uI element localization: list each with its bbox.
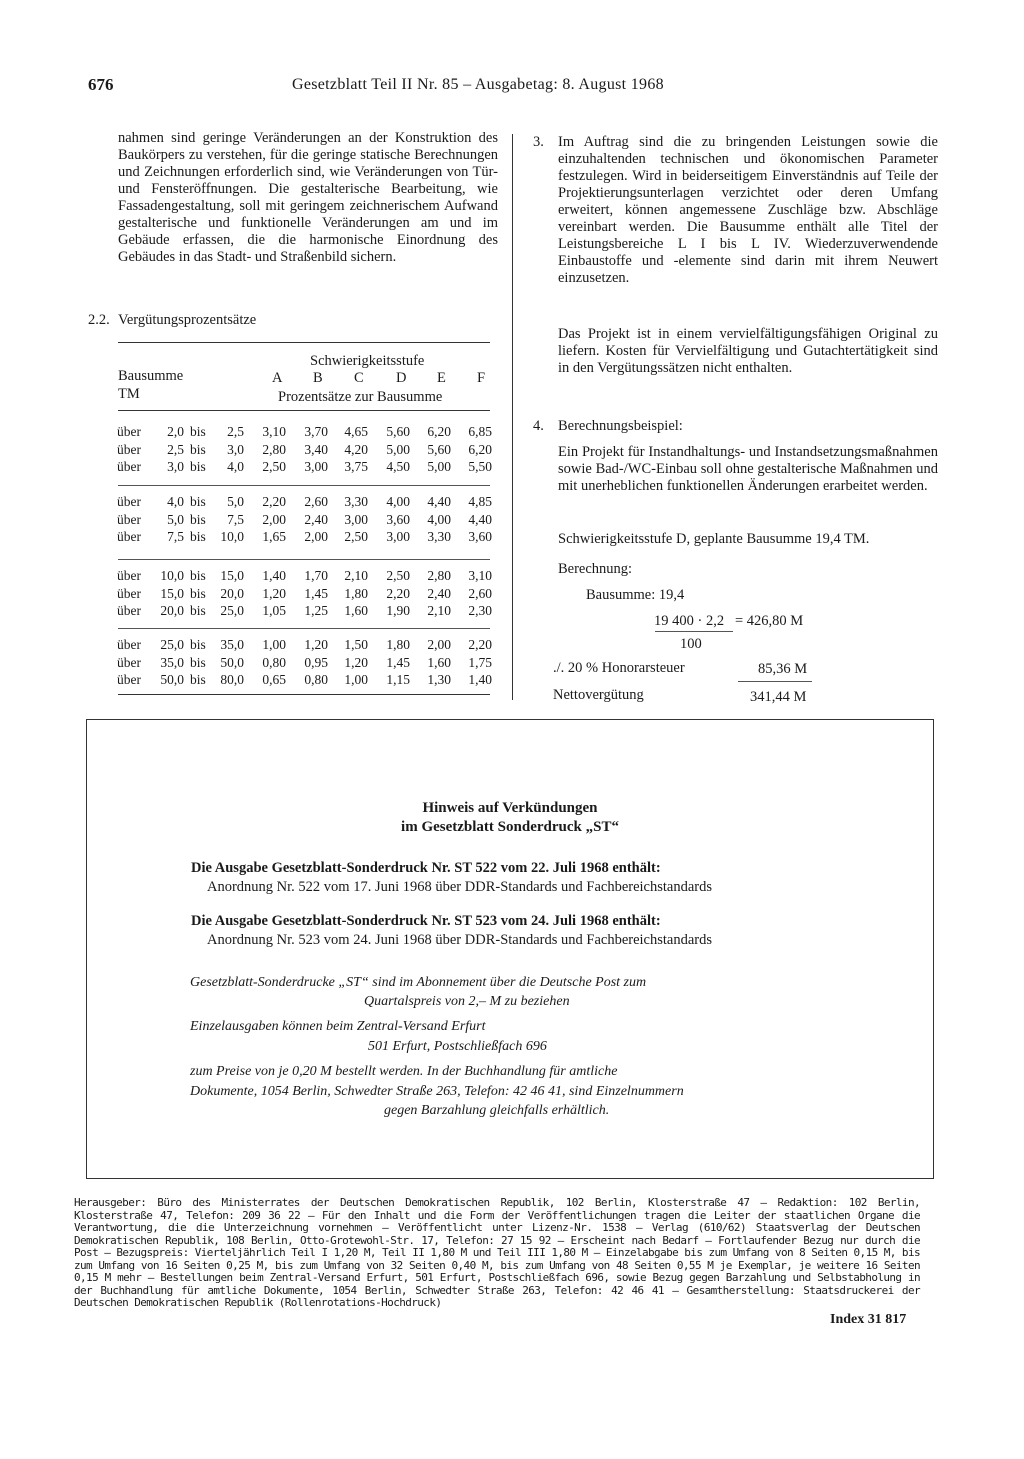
percentage-cell: 2,50 — [344, 529, 368, 544]
percentage-cell: 2,60 — [468, 585, 492, 601]
issue-523-text: Anordnung Nr. 523 vom 24. Juni 1968 über DDR-Standards und Fachbereichstandards — [207, 932, 713, 948]
price-text: Dokumente, 1054 Berlin, Schwedter Straße 263, Telefon: 42 46 41, sind Einzelnummern — [190, 1084, 684, 1099]
range-bis: bis — [190, 654, 206, 670]
percentage-cell: 2,40 — [304, 511, 328, 527]
notice-title: Hinweis auf Verkündungen — [422, 800, 598, 816]
range-prefix: über — [117, 654, 141, 670]
percentage-cell: 0,80 — [304, 672, 328, 687]
percentage-cell: 1,15 — [386, 672, 410, 687]
percentage-cell: 2,50 — [386, 568, 410, 583]
subscription-text: Quartalspreis von 2,– M zu beziehen — [364, 994, 570, 1009]
issue-523-heading: Die Ausgabe Gesetzblatt-Sonderdruck Nr. ST 523 vom 24. Juli 1968 enthält: — [191, 913, 661, 929]
percentage-cell: 4,00 — [386, 494, 410, 509]
range-to: 80,0 — [220, 672, 244, 687]
formula-result: = 426,80 M — [735, 613, 804, 629]
range-to: 5,0 — [227, 494, 244, 509]
range-prefix: über — [117, 529, 141, 544]
range-from: 3,0 — [167, 459, 184, 474]
range-to: 15,0 — [220, 568, 244, 583]
notice-subtitle: im Gesetzblatt Sonderdruck „ST“ — [401, 819, 619, 835]
table-header-rule — [118, 410, 490, 411]
percentage-cell: 2,60 — [304, 494, 328, 509]
section-title: Vergütungsprozentsätze — [118, 312, 257, 328]
percentage-cell: 2,50 — [262, 459, 286, 474]
range-to: 10,0 — [220, 529, 244, 544]
percentage-cell: 3,75 — [344, 459, 368, 474]
percentage-cell: 1,20 — [262, 585, 286, 601]
percentage-cell: 0,80 — [262, 654, 286, 670]
percentage-cell: 2,10 — [344, 568, 368, 583]
percentage-cell: 3,00 — [386, 529, 410, 544]
range-prefix: über — [117, 585, 141, 601]
percentage-cell: 1,45 — [386, 654, 410, 670]
percentage-cell: 1,05 — [262, 603, 286, 618]
percentage-cell: 1,70 — [304, 568, 328, 583]
percentage-cell: 3,00 — [344, 511, 368, 527]
percentage-cell: 2,20 — [468, 637, 492, 652]
percentage-cell: 4,20 — [344, 441, 368, 457]
range-bis: bis — [190, 672, 206, 687]
percentage-cell: 5,50 — [468, 459, 492, 474]
price-text: gegen Barzahlung gleichfalls erhältlich. — [384, 1103, 610, 1118]
percentage-cell: 3,30 — [427, 529, 451, 544]
range-prefix: über — [117, 494, 141, 509]
percentage-cell: 1,75 — [468, 654, 492, 670]
formula-denominator: 100 — [680, 636, 702, 652]
percentage-cell: 6,20 — [427, 424, 451, 439]
net-label: Nettovergütung — [553, 687, 644, 703]
grade-header: B — [313, 370, 323, 386]
range-from: 7,5 — [167, 529, 184, 544]
range-to: 4,0 — [227, 459, 244, 474]
range-to: 35,0 — [220, 637, 244, 652]
range-from: 5,0 — [167, 511, 184, 527]
item3-paragraph: Im Auftrag sind die zu bringenden Leistungen sowie die einzuhaltenden technischen und ökonomischen Parameter festzulegen. Wird in beiderseitigem Einverständnis auf Teile der Projektierungsunterlagen verzichtet oder deren Umfang erweitert, können angemessene Zuschläge bzw. Abschläge vereinbart werden. Die Bausumme enthält alle Titel der Leistungsbereiche L I bis L IV. Wiederzuverwendende Einbaustoffe und -elemente sind darin mit ihrem Neuwert einzusetzen. — [558, 134, 938, 286]
fraction-bar — [655, 631, 733, 632]
item4-title: Berechnungsbeispiel: — [558, 418, 683, 434]
table-top-rule — [118, 342, 490, 343]
percentage-cell: 3,30 — [344, 494, 368, 509]
percentage-cell: 2,10 — [427, 603, 451, 618]
item-number: 3. — [533, 134, 544, 150]
percentage-cell: 1,80 — [386, 637, 410, 652]
percentage-cell: 5,00 — [427, 459, 451, 474]
percentage-cell: 3,10 — [262, 424, 286, 439]
percentage-cell: 4,65 — [344, 424, 368, 439]
item4-paragraph: Ein Projekt für Instandhaltungs- und Instandsetzungsmaßnahmen sowie Bad-/WC-Einbau soll ohne gestalterische Maßnahmen und mit unerheblichen funktionellen Änderungen erarbeitet werden. — [558, 444, 938, 494]
range-prefix: über — [117, 511, 141, 527]
range-to: 50,0 — [220, 654, 244, 670]
percentage-cell: 2,80 — [262, 441, 286, 457]
table-bottom-rule — [118, 694, 490, 695]
range-prefix: über — [117, 424, 141, 439]
subscription-text: Gesetzblatt-Sonderdrucke „ST“ sind im Abonnement über die Deutsche Post zum — [190, 975, 647, 990]
percentage-cell: 3,60 — [386, 511, 410, 527]
percentage-cell: 1,45 — [304, 585, 328, 601]
range-from: 4,0 — [167, 494, 184, 509]
range-bis: bis — [190, 511, 206, 527]
range-bis: bis — [190, 637, 206, 652]
index-number: Index 31 817 — [830, 1312, 907, 1327]
item3-paragraph-2: Das Projekt ist in einem vervielfältigungsfähigen Original zu liefern. Kosten für Vervielfältigung und Gutachtertätigkeit sind in den Vergütungssätzen nicht enthalten. — [558, 326, 938, 376]
percentage-cell: 0,65 — [262, 672, 286, 687]
single-issue-text: Einzelausgaben können beim Zentral-Versand Erfurt — [190, 1019, 486, 1034]
grade-header: C — [354, 370, 364, 386]
range-bis: bis — [190, 568, 206, 583]
percentage-cell: 2,20 — [386, 585, 410, 601]
percentage-cell: 2,30 — [468, 603, 492, 618]
range-to: 20,0 — [220, 585, 244, 601]
percentage-cell: 1,00 — [262, 637, 286, 652]
percentage-cell: 1,65 — [262, 529, 286, 544]
range-from: 2,0 — [167, 424, 184, 439]
section-number: 2.2. — [88, 312, 110, 328]
percentage-cell: 6,20 — [468, 441, 492, 457]
single-issue-address: 501 Erfurt, Postschließfach 696 — [368, 1039, 547, 1054]
range-from: 25,0 — [160, 637, 184, 652]
percentage-cell: 1,30 — [427, 672, 451, 687]
range-bis: bis — [190, 459, 206, 474]
price-text: zum Preise von je 0,20 M bestellt werden. In der Buchhandlung für amtliche — [190, 1064, 618, 1079]
range-prefix: über — [117, 459, 141, 474]
percentage-cell: 1,40 — [262, 568, 286, 583]
percentage-cell: 4,85 — [468, 494, 492, 509]
difficulty-header: Schwierigkeitsstufe — [310, 353, 425, 369]
percentage-cell: 1,60 — [344, 603, 368, 618]
percentage-cell: 4,50 — [386, 459, 410, 474]
percentage-cell: 2,40 — [427, 585, 451, 601]
percentage-cell: 1,50 — [344, 637, 368, 652]
sum-rule — [738, 681, 812, 682]
grade-header: E — [437, 370, 446, 386]
group-rule — [118, 559, 490, 560]
grade-header: F — [477, 370, 486, 386]
percentage-cell: 2,00 — [427, 637, 451, 652]
grade-header: A — [272, 370, 283, 386]
percentage-cell: 2,80 — [427, 568, 451, 583]
item-number: 4. — [533, 418, 544, 434]
group-rule — [118, 628, 490, 629]
percentage-cell: 1,20 — [344, 654, 368, 670]
range-from: 15,0 — [160, 585, 184, 601]
range-from: 20,0 — [160, 603, 184, 618]
percentage-cell: 5,00 — [386, 441, 410, 457]
percentage-cell: 1,80 — [344, 585, 368, 601]
page-number: 676 — [88, 75, 114, 94]
range-bis: bis — [190, 441, 206, 457]
range-bis: bis — [190, 494, 206, 509]
range-bis: bis — [190, 424, 206, 439]
range-prefix: über — [117, 672, 141, 687]
percentage-cell: 5,60 — [427, 441, 451, 457]
range-from: 10,0 — [160, 568, 184, 583]
percentage-cell: 1,20 — [304, 637, 328, 652]
percentage-cell: 1,25 — [304, 603, 328, 618]
intro-paragraph: nahmen sind geringe Veränderungen an der Konstruktion des Baukörpers zu verstehen, für die geringe statische Berechnungen und Zeichnungen erforderlich sind, wie Veränderungen von Tür- und Fensteröffnungen. Die gestalterische Bearbeitung, wie Fassadengestaltung, soll mit geringem zeichnerischem Aufwand gestalterische und funktionelle Veränderungen am und im Gebäude erfassen, die die harmonische Einordnung des Gebäudes in das Stadt- und Straßenbild sichern. — [118, 130, 498, 265]
percentage-cell: 3,60 — [468, 529, 492, 544]
range-bis: bis — [190, 585, 206, 601]
tax-value: 85,36 M — [758, 661, 808, 677]
calc-label: Berechnung: — [558, 561, 633, 577]
range-from: 35,0 — [160, 654, 184, 670]
percentage-cell: 1,90 — [386, 603, 410, 618]
percentage-cell: 3,00 — [304, 459, 328, 474]
range-bis: bis — [190, 603, 206, 618]
formula-numerator: 19 400 · 2,2 — [654, 613, 725, 629]
percentage-cell: 4,40 — [427, 494, 451, 509]
grade-header: D — [396, 370, 407, 386]
tm-header: TM — [118, 386, 140, 402]
percentage-cell: 3,10 — [468, 568, 492, 583]
range-prefix: über — [117, 637, 141, 652]
percentage-cell: 2,20 — [262, 494, 286, 509]
percentage-cell: 4,40 — [468, 511, 492, 527]
range-bis: bis — [190, 529, 206, 544]
bausumme-line: Bausumme: 19,4 — [586, 587, 685, 603]
issue-522-text: Anordnung Nr. 522 vom 17. Juni 1968 über DDR-Standards und Fachbereichstandards — [207, 879, 713, 895]
percentage-cell: 4,00 — [427, 511, 451, 527]
difficulty-line: Schwierigkeitsstufe D, geplante Bausumme 19,4 TM. — [558, 531, 870, 547]
range-prefix: über — [117, 603, 141, 618]
group-rule — [118, 485, 490, 486]
range-to: 7,5 — [227, 511, 244, 527]
percentage-cell: 3,70 — [304, 424, 328, 439]
running-header: Gesetzblatt Teil II Nr. 85 – Ausgabetag: 8. August 1968 — [292, 76, 664, 93]
range-prefix: über — [117, 441, 141, 457]
range-to: 25,0 — [220, 603, 244, 618]
percentage-cell: 2,00 — [262, 511, 286, 527]
percentage-cell: 2,00 — [304, 529, 328, 544]
percentage-cell: 3,40 — [304, 441, 328, 457]
issue-522-heading: Die Ausgabe Gesetzblatt-Sonderdruck Nr. ST 522 vom 22. Juli 1968 enthält: — [191, 860, 661, 876]
bausumme-header: Bausumme — [118, 368, 184, 384]
net-value: 341,44 M — [750, 689, 807, 705]
range-prefix: über — [117, 568, 141, 583]
percentage-cell: 1,60 — [427, 654, 451, 670]
percentage-cell: 5,60 — [386, 424, 410, 439]
range-to: 3,0 — [227, 441, 244, 457]
percentage-cell: 1,00 — [344, 672, 368, 687]
percentage-cell: 1,40 — [468, 672, 492, 687]
imprint: Herausgeber: Büro des Ministerrates der Deutschen Demokratischen Republik, 102 Berlin, Klosterstraße 47 – Redaktion: 102 Berlin, Klosterstraße 47, Telefon: 209 36 22 – Für den Inhalt und die Form der Veröffentlichungen tragen die Leiter der staatlichen Organe die Verantwortung, die die Unterzeichnung vornehmen – Veröffentlicht unter Lizenz-Nr. 1538 – Verlag (610/62) Staatsverlag der Deutschen Demokratischen Republik, 108 Berlin, Otto-Grotewohl-Str. 17, Telefon: 27 15 92 – Erscheint nach Bedarf – Fortlaufender Bezug nur durch die Post – Bezugspreis: Vierteljährlich Teil I 1,20 M, Teil II 1,80 M und Teil III 1,80 M – Einzelabgabe bis zum Umfang von 8 Seiten 0,15 M, bis zum Umfang von 16 Seiten 0,25 M, bis zum Umfang von 32 Seiten 0,40 M, bis zum Umfang von 48 Seiten 0,55 M je Exemplar, je weitere 16 Seiten 0,15 M mehr – Bestellungen beim Zentral-Versand Erfurt, 501 Erfurt, Postschließfach 696, sowie Bezug gegen Barzahlung und Selbstabholung in der Buchhandlung für amtliche Dokumente, 1054 Berlin, Schwedter Straße 263, Telefon: 42 46 41 – Gesamtherstellung: Staatsdruckerei der Deutschen Demokratischen Republik (Rollenrotations-Hochdruck) — [74, 1196, 920, 1309]
column-divider — [512, 134, 513, 700]
range-from: 50,0 — [160, 672, 184, 687]
percent-header: Prozentsätze zur Bausumme — [278, 389, 443, 405]
percentage-cell: 0,95 — [304, 654, 328, 670]
tax-label: ./. 20 % Honorarsteuer — [553, 660, 685, 676]
range-to: 2,5 — [227, 424, 244, 439]
percentage-cell: 6,85 — [468, 424, 492, 439]
range-from: 2,5 — [167, 441, 184, 457]
